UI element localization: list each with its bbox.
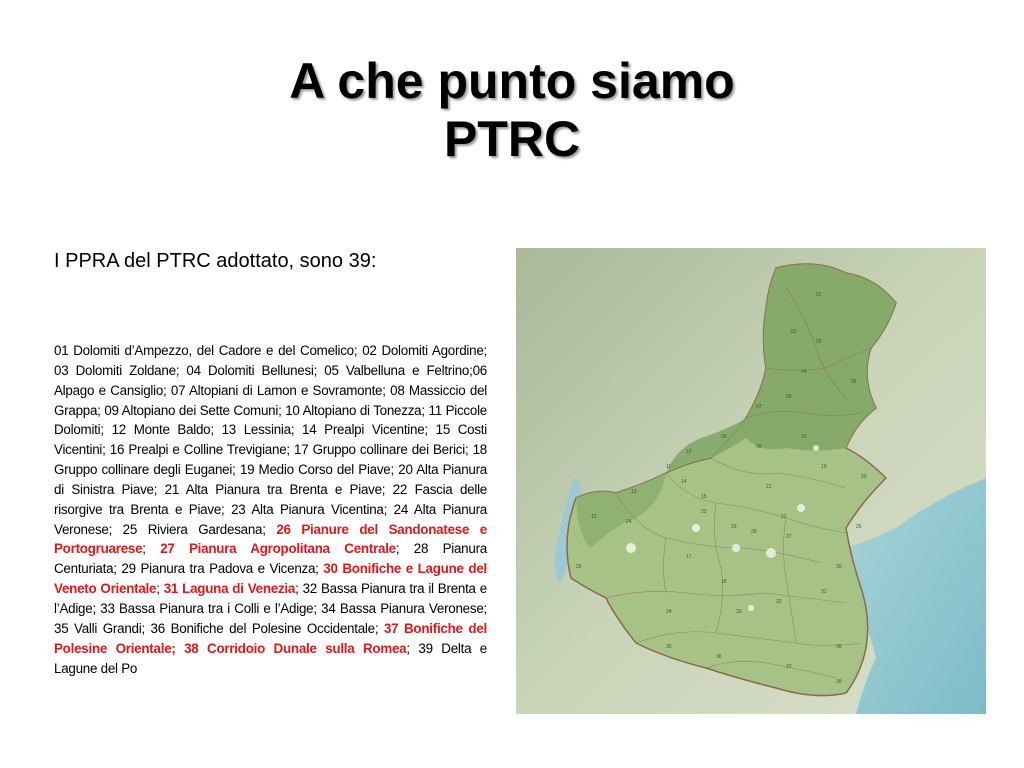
svg-text:08: 08: [756, 444, 762, 450]
svg-text:24: 24: [626, 519, 632, 525]
svg-text:17: 17: [686, 554, 692, 560]
highlighted-ppra-entry: 27 Pianura Agropolitana Centrale: [160, 541, 396, 557]
svg-text:20: 20: [861, 474, 867, 480]
svg-text:25: 25: [576, 564, 582, 570]
svg-text:34: 34: [666, 609, 672, 615]
svg-text:12: 12: [591, 514, 597, 520]
svg-text:06: 06: [851, 379, 857, 385]
svg-text:19: 19: [821, 464, 827, 470]
svg-text:04: 04: [801, 369, 807, 375]
intro-text: I PPRA del PTRC adottato, sono 39:: [54, 250, 377, 272]
svg-text:16: 16: [801, 434, 807, 440]
veneto-map-image: [516, 248, 986, 714]
ppra-entry-text: ; 39 Delta e Lagune del Po: [54, 640, 488, 676]
svg-text:28: 28: [751, 529, 757, 535]
title-line-2: PTRC: [443, 111, 581, 167]
svg-text:09: 09: [721, 434, 727, 440]
svg-text:26: 26: [856, 524, 862, 530]
svg-text:37: 37: [786, 664, 792, 670]
slide-title: [0, 52, 1024, 168]
svg-text:14: 14: [681, 479, 687, 485]
svg-text:23: 23: [701, 509, 707, 515]
ppra-entry-text: ; 32 Bassa Pianura tra il Brenta e l’Adige; 33 Bassa Pianura tra i Colli e l’Adige; 34 Bassa Pianura Veronese; 35 Valli Grandi; 36 Bonifiche del Polesine Occidentale;: [54, 581, 487, 636]
highlighted-ppra-entry: 30 Bonifiche e Lagune del Veneto Orientale: [54, 561, 488, 597]
svg-text:32: 32: [776, 599, 782, 605]
svg-text:03: 03: [816, 339, 822, 345]
highlighted-ppra-entry: 31 Laguna di Venezia: [163, 581, 296, 597]
svg-text:30: 30: [836, 564, 842, 570]
svg-text:05: 05: [786, 394, 792, 400]
ppra-entry-text: 01 Dolomiti d’Ampezzo, del Cadore e del Comelico; 02 Dolomiti Agordine; 03 Dolomiti Zoldane; 04 Dolomiti Bellunesi; 05 Valbelluna e Feltrino;06 Alpago e Cansiglio; 07 Altopiani di Lamon e Sovramonte; 08 Massiccio del Grappa; 09 Altopiano dei Sette Comuni; 10 Altopiano di Tonezza; 11 Piccole Dolomiti; 12 Monte Baldo; 13 Lessinia; 14 Prealpi Vicentine; 15 Costi Vicentini; 16 Prealpi e Colline Trevigiane; 17 Gruppo collinare dei Berici; 18 Gruppo collinare degli Euganei; 19 Medio Corso del Piave; 20 Alta Pianura di Sinistra Piave; 21 Alta Pianura tra Brenta e Piave; 22 Fascia delle risorgive tra Brenta e Piave; 23 Alta Pianura Vicentina; 24 Alta Pianura Veronese; 25 Riviera Gardesana;: [54, 343, 487, 537]
svg-text:02: 02: [791, 329, 797, 335]
map-svg: [516, 248, 986, 714]
svg-text:29: 29: [731, 524, 737, 530]
highlighted-ppra-entry: 26 Pianure del Sandonatese e Portogruarese: [54, 521, 487, 557]
svg-text:33: 33: [736, 609, 742, 615]
ppra-entry-text: ;: [156, 581, 164, 597]
svg-text:35: 35: [666, 644, 672, 650]
ppra-entry-text: ;: [142, 541, 161, 557]
ppra-list: [54, 341, 487, 678]
svg-text:22: 22: [781, 514, 787, 520]
svg-text:27: 27: [786, 534, 792, 540]
title-line-1: A che punto siamo: [289, 53, 735, 109]
svg-text:15: 15: [701, 494, 707, 500]
svg-text:38: 38: [836, 644, 842, 650]
svg-text:31: 31: [821, 589, 827, 595]
svg-text:11: 11: [666, 464, 672, 470]
svg-text:13: 13: [631, 489, 637, 495]
ppra-entry-text: ; 28 Pianura Centuriata; 29 Pianura tra Padova e Vicenza;: [54, 541, 487, 577]
highlighted-ppra-entry: 37 Bonifiche del Polesine Orientale; 38 Corridoio Dunale sulla Romea: [54, 620, 487, 656]
svg-text:18: 18: [721, 579, 727, 585]
svg-text:36: 36: [716, 654, 722, 660]
svg-text:21: 21: [766, 484, 772, 490]
svg-text:07: 07: [756, 404, 762, 410]
svg-text:01: 01: [816, 292, 822, 298]
svg-text:39: 39: [836, 679, 842, 685]
svg-text:10: 10: [686, 449, 692, 455]
